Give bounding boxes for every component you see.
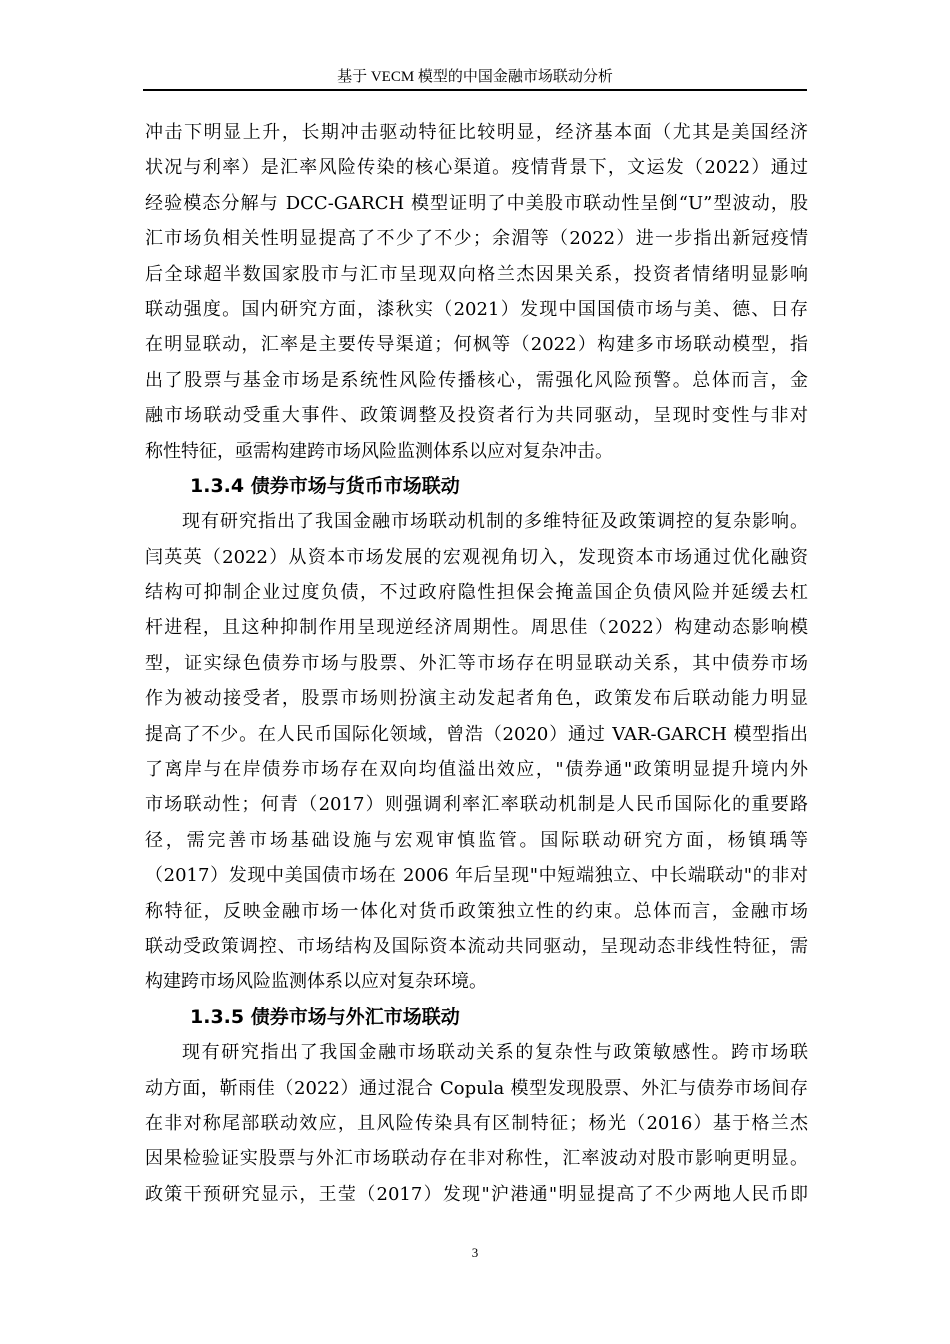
text-line: 杆进程，且这种抑制作用呈现逆经济周期性。周思佳（2022）构建动态影响模 (145, 617, 808, 639)
text-line: 政策干预研究显示，王莹（2017）发现"沪港通"明显提高了不少两地人民币即 (145, 1183, 808, 1205)
text-line: 因果检验证实股票与外汇市场联动存在非对称性，汇率波动对股市影响更明显。 (145, 1148, 808, 1170)
text-line: 径，需完善市场基础设施与宏观审慎监管。国际联动研究方面，杨镇瑀等 (145, 829, 808, 851)
text-line: 状况与利率）是汇率风险传染的核心渠道。疫情背景下，文运发（2022）通过 (145, 157, 808, 179)
text-line: 构建跨市场风险监测体系以应对复杂环境。 (145, 971, 487, 993)
text-line: 在非对称尾部联动效应，且风险传染具有区制特征；杨光（2016）基于格兰杰 (145, 1112, 808, 1134)
paragraph (145, 504, 808, 999)
text-line: 闫英英（2022）从资本市场发展的宏观视角切入，发现资本市场通过优化融资 (145, 546, 808, 568)
text-line: 汇市场负相关性明显提高了不少了不少；余湄等（2022）进一步指出新冠疫情 (145, 228, 808, 250)
text-line: 了离岸与在岸债券市场存在双向均值溢出效应，"债券通"政策明显提升境内外 (145, 759, 808, 781)
text-line: 经验模态分解与 DCC-GARCH 模型证明了中美股市联动性呈倒“U”型波动，股 (145, 192, 808, 214)
running-header: 基于 VECM 模型的中国金融市场联动分析 (337, 69, 613, 85)
paragraph (145, 1035, 808, 1212)
section-heading: 1.3.5 债券市场与外汇市场联动 (190, 1005, 460, 1028)
text-line: 融市场联动受重大事件、政策调整及投资者行为共同驱动，呈现时变性与非对 (145, 405, 808, 427)
text-line: 出了股票与基金市场是系统性风险传播核心，需强化风险预警。总体而言，金 (145, 369, 808, 391)
text-line: （2017）发现中美国债市场在 2006 年后呈现"中短端独立、中长端联动"的非对 (145, 865, 808, 887)
text-line: 后全球超半数国家股市与汇市呈现双向格兰杰因果关系，投资者情绪明显影响 (145, 263, 808, 285)
header-divider (143, 89, 807, 91)
text-line: 现有研究指出了我国金融市场联动关系的复杂性与政策敏感性。跨市场联 (182, 1042, 808, 1064)
text-line: 动方面，靳雨佳（2022）通过混合 Copula 模型发现股票、外汇与债券市场间存 (145, 1077, 808, 1099)
section-heading: 1.3.4 债券市场与货币市场联动 (190, 474, 460, 497)
text-line: 市场联动性；何青（2017）则强调利率汇率联动机制是人民币国际化的重要路 (145, 794, 808, 816)
text-line: 现有研究指出了我国金融市场联动机制的多维特征及政策调控的复杂影响。 (182, 511, 808, 533)
text-line: 提高了不少。在人民币国际化领域，曾浩（2020）通过 VAR-GARCH 模型指出 (145, 723, 808, 745)
text-line: 称特征，反映金融市场一体化对货币政策独立性的约束。总体而言，金融市场 (145, 900, 808, 922)
text-line: 冲击下明显上升，长期冲击驱动特征比较明显，经济基本面（尤其是美国经济 (145, 122, 808, 143)
text-line: 称性特征，亟需构建跨市场风险监测体系以应对复杂冲击。 (145, 440, 613, 462)
paragraph (145, 115, 808, 469)
document-body (145, 115, 808, 1212)
text-line: 作为被动接受者，股票市场则扮演主动发起者角色，政策发布后联动能力明显 (145, 688, 808, 710)
text-line: 在明显联动，汇率是主要传导渠道；何枫等（2022）构建多市场联动模型，指 (145, 334, 808, 356)
text-line: 联动强度。国内研究方面，漆秋实（2021）发现中国国债市场与美、德、日存 (145, 298, 808, 320)
page-number: 3 (471, 1245, 479, 1260)
text-line: 结构可抑制企业过度负债，不过政府隐性担保会掩盖国企负债风险并延缓去杠 (145, 582, 808, 604)
text-line: 型，证实绿色债券市场与股票、外汇等市场存在明显联动关系，其中债券市场 (145, 652, 808, 674)
text-line: 联动受政策调控、市场结构及国际资本流动共同驱动，呈现动态非线性特征，需 (145, 935, 808, 957)
